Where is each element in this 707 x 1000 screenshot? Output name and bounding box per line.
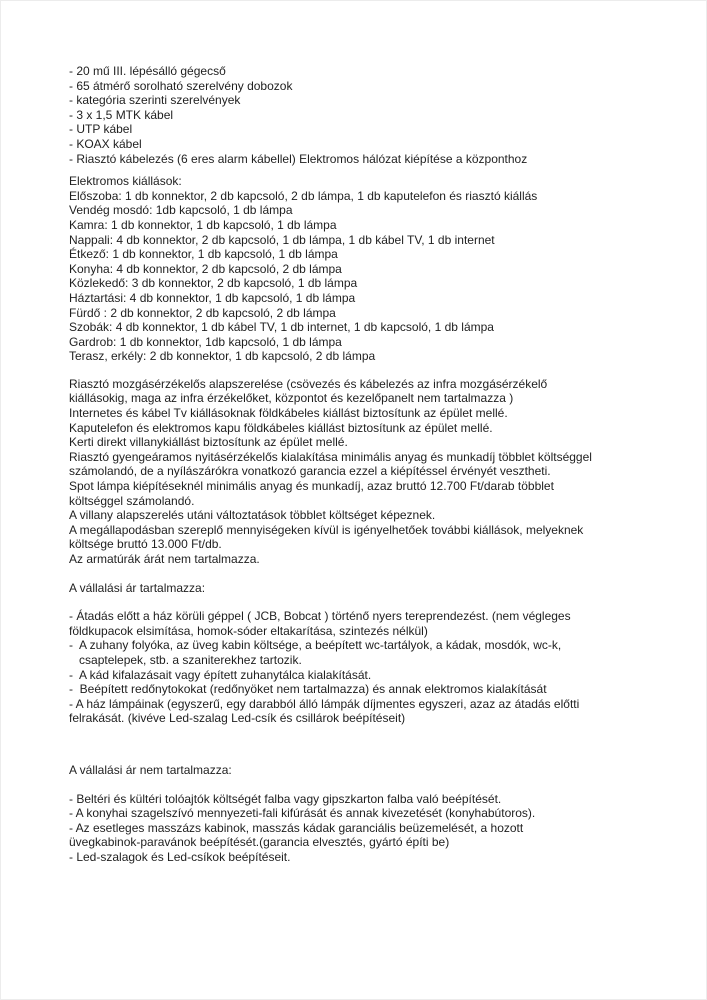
text-line: A villany alapszerelés utáni változtatások többlet költséget képeznek. bbox=[69, 508, 436, 523]
text-line: csaptelepek, stb. a szaniterekhez tartozik. bbox=[69, 652, 302, 667]
text-line: üvegkabinok-paravánok beépítését.(garancia elvesztés, gyártó építi be) bbox=[69, 835, 450, 850]
text-line: Kamra: 1 db konnektor, 1 db kapcsoló, 1 db lámpa bbox=[69, 217, 337, 232]
text-line: - Átadás előtt a ház körüli géppel ( JCB, Bobcat ) történő nyers tereprendezést. (nem végleges bbox=[69, 609, 571, 624]
text-line: Riasztó mozgásérzékelős alapszerelése (csövezés és kábelezés az infra mozgásérzékelő bbox=[69, 376, 548, 391]
text-line: Étkező: 1 db konnektor, 1 db kapcsoló, 1 db lámpa bbox=[69, 247, 338, 262]
text-line: költséggel számolandó. bbox=[69, 493, 195, 508]
text-line: földkupacok elsimítása, homok-sóder eltakarítása, szintezés nélkül) bbox=[69, 623, 428, 638]
text-line: Nappali: 4 db konnektor, 2 db kapcsoló, 1 db lámpa, 1 db kábel TV, 1 db internet bbox=[69, 232, 495, 247]
text-line: költsége bruttó 13.000 Ft/db. bbox=[69, 537, 222, 552]
includes-section bbox=[69, 609, 669, 726]
electrical-outlets-section bbox=[69, 174, 669, 364]
text-line: Riasztó gyengeáramos nyitásérzékelős kialakítása minimális anyag és munkadíj többlet költséggel bbox=[69, 449, 592, 464]
electrical-heading: Elektromos kiállások: bbox=[69, 174, 182, 189]
text-line: - A kád kifalazásait vagy épített zuhanytálca kialakítását. bbox=[69, 667, 372, 682]
text-line: - kategória szerinti szerelvények bbox=[69, 93, 241, 108]
text-line: Konyha: 4 db konnektor, 2 db kapcsoló, 2 db lámpa bbox=[69, 261, 342, 276]
text-line: Kerti direkt villanykiállást biztosítunk az épület mellé. bbox=[69, 435, 348, 450]
text-line: - A ház lámpáinak (egyszerű, egy darabból álló lámpák díjmentes egyszeri, azaz az átadás előtti bbox=[69, 696, 580, 711]
text-line: - A zuhany folyóka, az üveg kabin költsége, a beépített wc-tartályok, a kádak, mosdók, wc-k, bbox=[69, 638, 562, 653]
text-line: Előszoba: 1 db konnektor, 2 db kapcsoló, 2 db lámpa, 1 db kaputelefon és riasztó kiállás bbox=[69, 188, 538, 203]
materials-section bbox=[69, 64, 669, 166]
text-line: A megállapodásban szereplő mennyiségeken kívül is igényelhetőek további kiállások, melyeknek bbox=[69, 522, 584, 537]
text-line: Kaputelefon és elektromos kapu földkábeles kiállást biztosítunk az épület mellé. bbox=[69, 420, 493, 435]
text-line: Gardrob: 1 db konnektor, 1db kapcsoló, 1 db lámpa bbox=[69, 334, 342, 349]
text-line: - 20 mű III. lépésálló gégecső bbox=[69, 64, 226, 78]
text-line: - UTP kábel bbox=[69, 122, 133, 137]
text-line: - KOAX kábel bbox=[69, 136, 142, 151]
text-line: - 3 x 1,5 MTK kábel bbox=[69, 107, 174, 122]
text-line: Fürdő : 2 db konnektor, 2 db kapcsoló, 2 db lámpa bbox=[69, 305, 336, 320]
text-line: Internetes és kábel Tv kiállásoknak földkábeles kiállást biztosítunk az épület mellé. bbox=[69, 406, 508, 421]
text-line: számolandó, de a nyílászárókra vonatkozó garancia ezzel a kiépítéssel érvényét vesztheti. bbox=[69, 464, 551, 479]
document-content bbox=[69, 64, 669, 865]
excludes-heading: A vállalási ár nem tartalmazza: bbox=[69, 762, 232, 777]
text-line: Vendég mosdó: 1db kapcsoló, 1 db lámpa bbox=[69, 203, 293, 218]
text-line: Az armatúrák árát nem tartalmazza. bbox=[69, 552, 260, 566]
includes-heading-section bbox=[69, 581, 669, 596]
text-line: - Az esetleges masszázs kabinok, masszás kádak garanciális beüzemelését, a hozott bbox=[69, 820, 524, 835]
text-line: - Riasztó kábelezés (6 eres alarm kábellel) Elektromos hálózat kiépítése a központhoz bbox=[69, 151, 528, 166]
text-line: - Beépített redőnytokokat (redőnyöket nem tartalmazza) és annak elektromos kialakítását bbox=[69, 682, 547, 697]
excludes-section bbox=[69, 792, 669, 865]
alarm-notes-section bbox=[69, 377, 669, 567]
text-line: - Beltéri és kültéri tolóajtók költségét falba vagy gipszkarton falba való beépítését. bbox=[69, 791, 502, 806]
text-line: felrakását. (kivéve Led-szalag Led-csík és csillárok beépítéseit) bbox=[69, 711, 406, 726]
excludes-heading-section bbox=[69, 763, 669, 778]
text-line: Közlekedő: 3 db konnektor, 2 db kapcsoló, 1 db lámpa bbox=[69, 276, 358, 291]
text-line: kiállásokig, maga az infra érzékelőket, központot és kezelőpanelt nem tartalmazza ) bbox=[69, 391, 514, 406]
text-line: - A konyhai szagelszívó mennyezeti-fali kifúrását és annak kivezetését (konyhabútoros). bbox=[69, 806, 536, 821]
text-line: Spot lámpa kiépítéseknél minimális anyag és munkadíj, azaz bruttó 12.700 Ft/darab többlet bbox=[69, 479, 554, 494]
text-line: - 65 átmérő sorolható szerelvény dobozok bbox=[69, 78, 293, 93]
text-line: - Led-szalagok és Led-csíkok beépítéseit. bbox=[69, 849, 291, 864]
text-line: Háztartási: 4 db konnektor, 1 db kapcsoló, 1 db lámpa bbox=[69, 290, 356, 305]
text-line: Terasz, erkély: 2 db konnektor, 1 db kapcsoló, 2 db lámpa bbox=[69, 349, 376, 364]
text-line: Szobák: 4 db konnektor, 1 db kábel TV, 1 db internet, 1 db kapcsoló, 1 db lámpa bbox=[69, 320, 494, 335]
includes-heading: A vállalási ár tartalmazza: bbox=[69, 580, 206, 595]
